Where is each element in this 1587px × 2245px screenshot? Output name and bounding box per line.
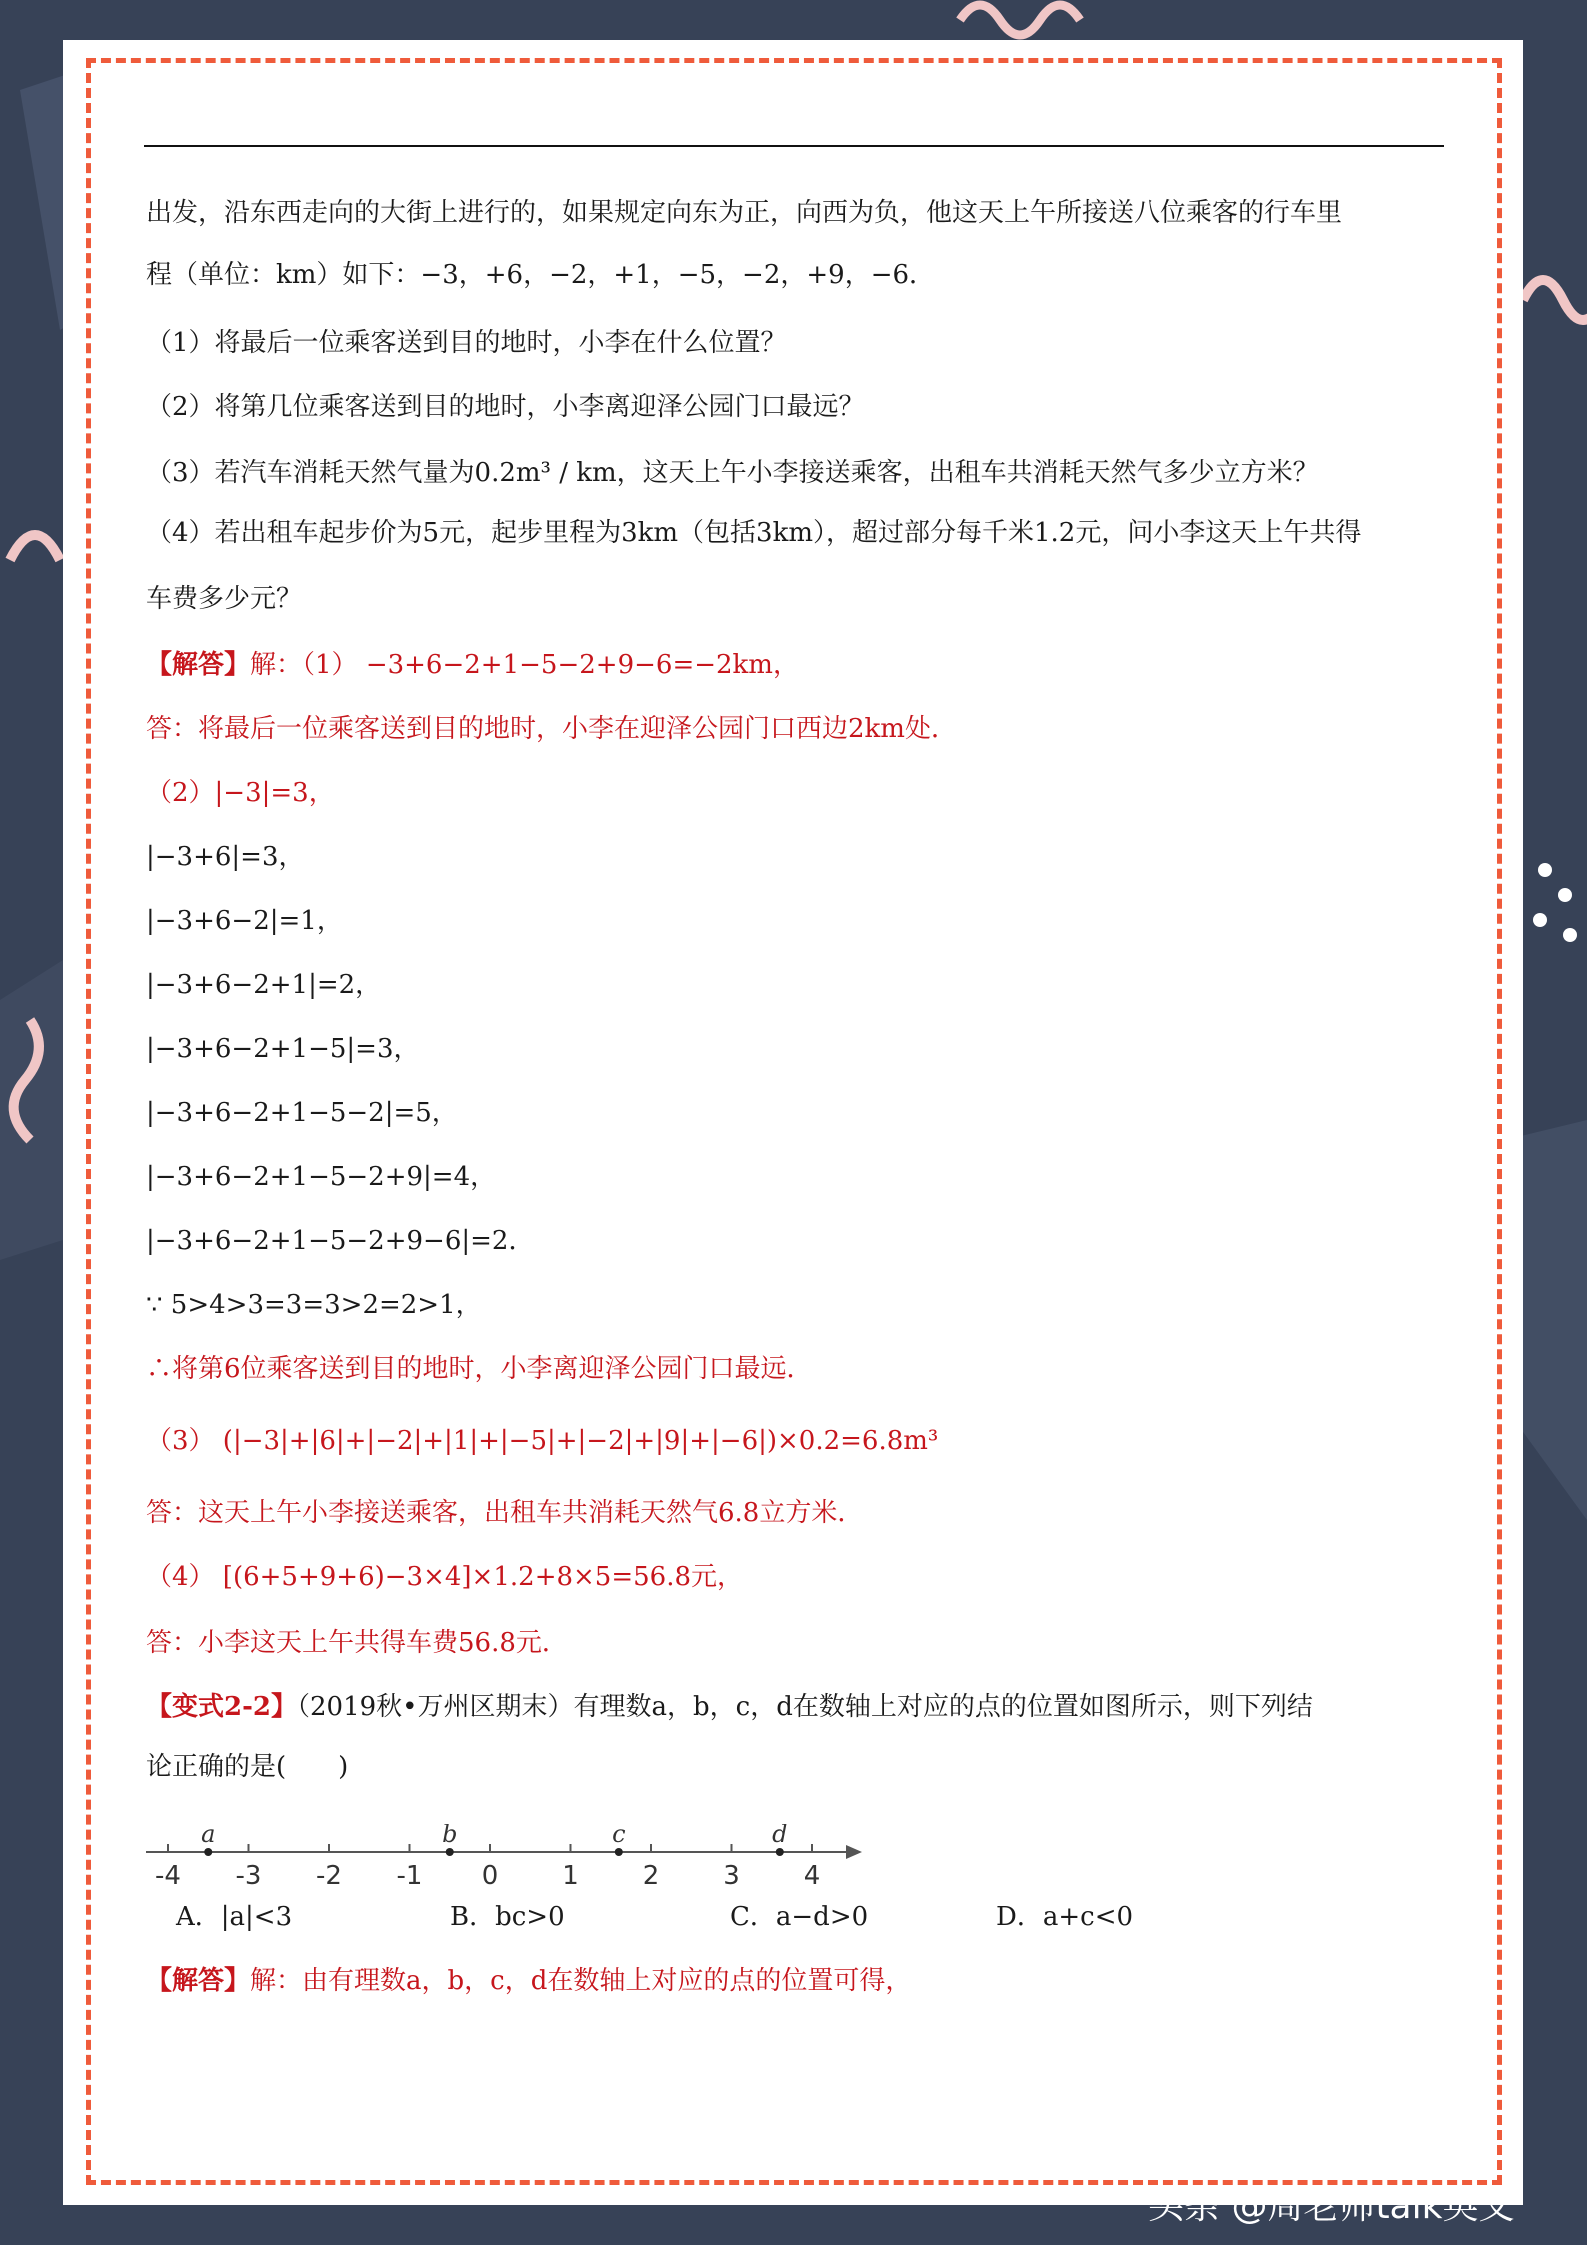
number-line-tick-label: 1 — [562, 1861, 579, 1891]
number-line-point-d — [776, 1848, 784, 1856]
answer-2-start: （2）|−3|=3， — [146, 778, 335, 808]
number-line-tick-label: -3 — [235, 1861, 262, 1891]
variant-solution-tag: 【解答】 — [146, 1966, 251, 1996]
option-c: C．a−d>0 — [730, 1902, 869, 1932]
answer-2-step-4: |−3+6−2+1−5|=3， — [146, 1034, 420, 1064]
answer-2-step-2: |−3+6−2|=1， — [146, 906, 343, 936]
number-line-tick-label: -2 — [316, 1861, 342, 1891]
option-a: A．|a|<3 — [176, 1902, 293, 1932]
problem-text-line-2: 程（单位：km）如下：−3，+6，−2，+1，−5，−2，+9，−6． — [146, 260, 936, 290]
number-line — [146, 1824, 866, 1896]
answer-3-conclusion: 答：这天上午小李接送乘客，出租车共消耗天然气6.8立方米． — [146, 1498, 864, 1528]
number-line-tick-label: 2 — [642, 1861, 660, 1891]
number-line-tick-label: 4 — [803, 1861, 821, 1891]
number-line-point-label-b: b — [442, 1824, 458, 1848]
number-line-tick-label: 0 — [481, 1861, 499, 1891]
answer-3: （3） (|−3|+|6|+|−2|+|1|+|−5|+|−2|+|9|+|−6|)×0.2=6.8m³ — [146, 1426, 939, 1456]
answer-2-comparison: ∵ 5>4>3=3=3>2=2>1， — [146, 1290, 482, 1320]
variant-question-line-1 — [146, 1690, 1313, 1724]
option-b: B．bc>0 — [450, 1902, 565, 1932]
question-2: （2）将第几位乘客送到目的地时，小李离迎泽公园门口最远？ — [146, 392, 865, 422]
answer-2-conclusion: ∴将第6位乘客送到目的地时，小李离迎泽公园门口最远． — [146, 1354, 813, 1384]
number-line-point-a — [204, 1848, 212, 1856]
variant-tag: 【变式2-2】 — [146, 1692, 297, 1722]
header-rule — [144, 145, 1444, 147]
number-line-point-label-a: a — [201, 1824, 216, 1848]
answer-1 — [146, 648, 799, 682]
question-4-line-1: （4）若出租车起步价为5元，起步里程为3km（包括3km），超过部分每千米1.2元，问小李这天上午共得 — [146, 518, 1362, 548]
answer-2-step-3: |−3+6−2+1|=2， — [146, 970, 382, 1000]
answer-2-step-6: |−3+6−2+1−5−2+9|=4， — [146, 1162, 497, 1192]
answer-1-text: 解：（1） −3+6−2+1−5−2+9−6=−2km， — [250, 650, 799, 680]
number-line-point-c — [615, 1848, 623, 1856]
question-1: （1）将最后一位乘客送到目的地时，小李在什么位置？ — [146, 328, 787, 358]
number-line-tick-label: -4 — [155, 1861, 181, 1891]
number-line-tick-label: -1 — [396, 1861, 423, 1891]
answer-4: （4） [(6+5+9+6)−3×4]×1.2+8×5=56.8元， — [146, 1562, 744, 1592]
watermark: 头条 @周老师talk英文 — [1148, 2186, 1515, 2227]
answer-1-conclusion: 答：将最后一位乘客送到目的地时，小李在迎泽公园门口西边2km处． — [146, 714, 957, 744]
question-4-line-2: 车费多少元？ — [146, 584, 303, 614]
option-d: D．a+c<0 — [996, 1902, 1134, 1932]
question-3: （3）若汽车消耗天然气量为0.2m³ / km，这天上午小李接送乘客，出租车共消耗天然气多少立方米？ — [146, 458, 1319, 488]
number-line-point-b — [446, 1848, 454, 1856]
answer-2-step-1: |−3+6|=3， — [146, 842, 305, 872]
number-line-point-label-c: c — [612, 1824, 626, 1848]
variant-question-line-2: 论正确的是( ) — [146, 1752, 349, 1782]
answer-4-conclusion: 答：小李这天上午共得车费56.8元． — [146, 1628, 568, 1658]
variant-solution-text: 解：由有理数a，b，c，d在数轴上对应的点的位置可得， — [250, 1966, 912, 1996]
problem-text-line-1: 出发，沿东西走向的大街上进行的，如果规定向东为正，向西为负，他这天上午所接送八位乘客的行车里 — [146, 198, 1343, 228]
number-line-arrow — [846, 1845, 862, 1859]
number-line-tick-label: 3 — [723, 1861, 740, 1891]
answer-tag: 【解答】 — [146, 650, 251, 680]
variant-solution — [146, 1964, 911, 1998]
number-line-point-label-d: d — [772, 1824, 788, 1848]
answer-2-step-7: |−3+6−2+1−5−2+9−6|=2． — [146, 1226, 535, 1256]
variant-question-text: （2019秋•万州区期末）有理数a，b，c，d在数轴上对应的点的位置如图所示，则下列结 — [296, 1692, 1313, 1722]
answer-2-step-5: |−3+6−2+1−5−2|=5， — [146, 1098, 458, 1128]
